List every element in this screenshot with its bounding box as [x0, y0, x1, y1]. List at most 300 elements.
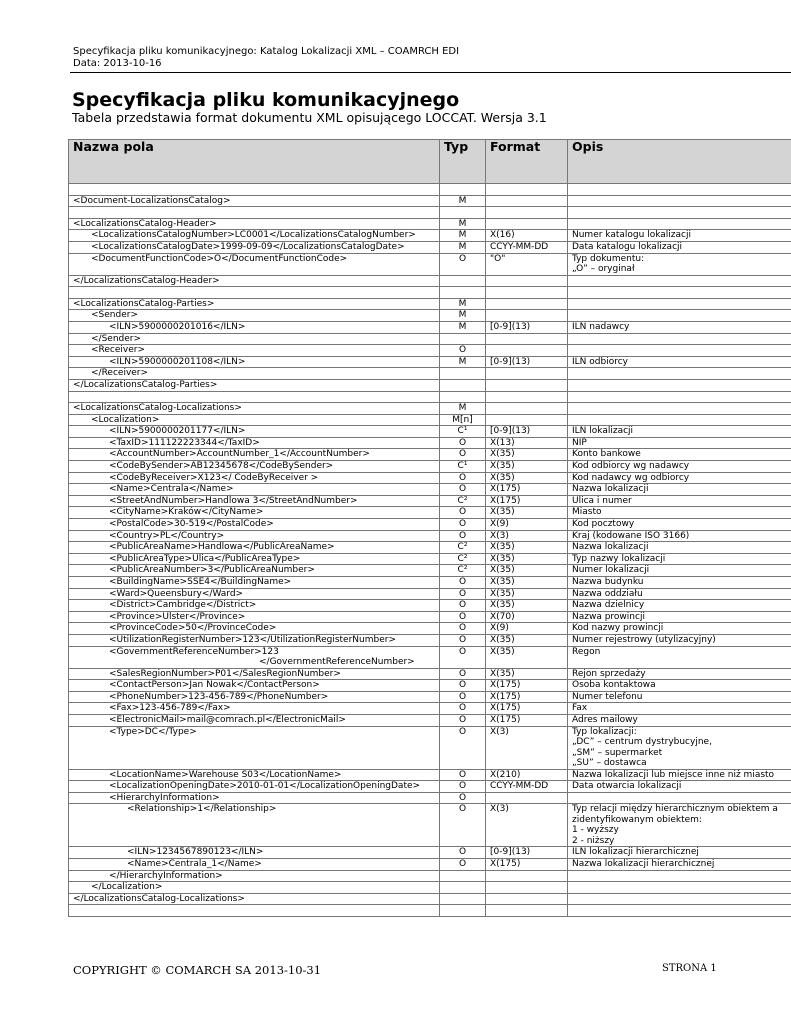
format-cell: X(175)	[486, 691, 568, 703]
type-cell: M	[440, 218, 486, 230]
field-name-cell	[69, 611, 440, 623]
table-row	[69, 646, 791, 668]
description-cell	[568, 368, 791, 380]
field-name-text: <LocalizationsCatalogDate>1999-09-09</LocalizationsCatalogDate>	[91, 241, 405, 252]
format-cell: [0-9](13)	[486, 847, 568, 859]
footer-page-number: STRONA 1	[662, 963, 717, 974]
field-name-cell	[69, 403, 440, 415]
description-line: Kod nazwy prowincji	[572, 623, 664, 634]
field-name-cell	[69, 345, 440, 357]
format-cell: X(175)	[486, 484, 568, 496]
field-name-cell	[69, 542, 440, 554]
field-name-text: <TaxID>111122223344</TaxID>	[109, 437, 260, 448]
field-name-text: <ILN>5900000201016</ILN>	[109, 321, 246, 332]
header-line-2: Data: 2013-10-16	[73, 58, 162, 69]
format-cell: X(3)	[486, 530, 568, 542]
type-cell: O	[440, 519, 486, 531]
table-row	[69, 241, 791, 253]
table-row	[69, 356, 791, 368]
format-cell	[486, 379, 568, 391]
format-cell	[486, 391, 568, 403]
field-name-cell	[69, 703, 440, 715]
format-cell: X(9)	[486, 623, 568, 635]
table-row	[69, 588, 791, 600]
format-cell: X(70)	[486, 611, 568, 623]
type-cell: M	[440, 195, 486, 207]
field-name-text: <Name>Centrala</Name>	[109, 484, 234, 495]
format-cell: X(35)	[486, 507, 568, 519]
field-name-cell	[69, 714, 440, 726]
type-cell: C²	[440, 565, 486, 577]
description-cell	[568, 553, 791, 565]
field-name-text: <Document-LocalizationsCatalog>	[73, 195, 231, 206]
field-name-cell	[69, 530, 440, 542]
format-cell	[486, 207, 568, 219]
description-cell	[568, 321, 791, 333]
table-row	[69, 379, 791, 391]
description-line: Regon	[572, 646, 601, 657]
field-name-cell	[69, 691, 440, 703]
type-cell: M	[440, 298, 486, 310]
type-cell: O	[440, 577, 486, 589]
description-line: Data katalogu lokalizacji	[572, 241, 683, 252]
field-name-text: <Province>Ulster</Province>	[109, 611, 246, 622]
field-name-cell	[69, 298, 440, 310]
description-line: Typ nazwy lokalizacji	[572, 553, 666, 564]
type-cell	[440, 207, 486, 219]
table-header-row	[69, 140, 791, 184]
table-row	[69, 542, 791, 554]
type-cell: M[n]	[440, 414, 486, 426]
description-line: ILN lokalizacji hierarchicznej	[572, 847, 699, 858]
type-cell: C²	[440, 542, 486, 554]
table-row	[69, 870, 791, 882]
document-title: Specyfikacja pliku komunikacyjnego	[72, 89, 460, 111]
table-row	[69, 703, 791, 715]
description-cell	[568, 391, 791, 403]
field-name-cell	[69, 565, 440, 577]
type-cell: C¹	[440, 426, 486, 438]
field-name-text: <Type>DC</Type>	[109, 726, 197, 737]
description-line: Typ dokumentu:	[572, 253, 645, 264]
description-line: ILN nadawcy	[572, 321, 630, 332]
type-cell: O	[440, 714, 486, 726]
description-line: 1 - wyższy	[572, 825, 619, 836]
format-cell: X(35)	[486, 553, 568, 565]
table-row	[69, 495, 791, 507]
field-name-text: <LocalizationsCatalog-Localizations>	[73, 403, 242, 414]
description-cell	[568, 600, 791, 612]
field-name-text: <CityName>Kraków</CityName>	[109, 507, 264, 518]
field-name-cell	[69, 623, 440, 635]
field-name-text: <AccountNumber>AccountNumber_1</AccountNumber>	[109, 449, 370, 460]
type-cell: O	[440, 437, 486, 449]
field-name-cell	[69, 600, 440, 612]
type-cell	[440, 333, 486, 345]
format-cell	[486, 310, 568, 322]
format-cell: X(16)	[486, 230, 568, 242]
type-cell: O	[440, 792, 486, 804]
description-line: Kod nadawcy wg odbiorcy	[572, 472, 690, 483]
field-name-text: </Receiver>	[91, 368, 149, 379]
field-name-cell	[69, 230, 440, 242]
description-line: Kraj (kodowane ISO 3166)	[572, 530, 690, 541]
table-row	[69, 461, 791, 473]
field-name-text-continued: </GovernmentReferenceNumber>	[259, 657, 415, 668]
format-cell	[486, 905, 568, 917]
type-cell: O	[440, 588, 486, 600]
description-line: Typ lokalizacji:	[572, 726, 637, 737]
field-name-cell	[69, 414, 440, 426]
type-cell: O	[440, 691, 486, 703]
field-name-text: <StreetAndNumber>Handlowa 3</StreetAndNumber>	[109, 495, 358, 506]
table-row	[69, 634, 791, 646]
format-cell: [0-9](13)	[486, 426, 568, 438]
field-name-cell	[69, 241, 440, 253]
type-cell	[440, 184, 486, 196]
format-cell: X(35)	[486, 634, 568, 646]
type-cell: M	[440, 310, 486, 322]
format-cell: [0-9](13)	[486, 356, 568, 368]
field-name-cell	[69, 577, 440, 589]
field-name-text: <ElectronicMail>mail@comrach.pl</ElectronicMail>	[109, 714, 346, 725]
field-name-cell	[69, 905, 440, 917]
table-row	[69, 577, 791, 589]
type-cell: O	[440, 623, 486, 635]
field-name-cell	[69, 870, 440, 882]
field-name-cell	[69, 634, 440, 646]
field-name-text: </LocalizationsCatalog-Localizations>	[73, 893, 245, 904]
description-cell	[568, 218, 791, 230]
field-name-cell	[69, 588, 440, 600]
table-row	[69, 905, 791, 917]
field-name-cell	[69, 847, 440, 859]
type-cell: O	[440, 769, 486, 781]
field-name-text: <Localization>	[91, 414, 160, 425]
type-cell: O	[440, 847, 486, 859]
table-row	[69, 882, 791, 894]
type-cell: M	[440, 230, 486, 242]
field-name-cell	[69, 449, 440, 461]
format-cell: X(35)	[486, 646, 568, 668]
table-body	[69, 184, 791, 917]
type-cell: O	[440, 668, 486, 680]
footer-copyright: COPYRIGHT © COMARCH SA 2013-10-31	[73, 963, 322, 977]
description-cell	[568, 472, 791, 484]
format-cell	[486, 792, 568, 804]
description-cell	[568, 345, 791, 357]
format-cell: X(210)	[486, 769, 568, 781]
description-cell	[568, 519, 791, 531]
type-cell	[440, 870, 486, 882]
table-row	[69, 472, 791, 484]
description-line: „O” – oryginał	[572, 264, 635, 275]
format-cell	[486, 333, 568, 345]
description-line: Kod odbiorcy wg nadawcy	[572, 461, 690, 472]
type-cell: C²	[440, 495, 486, 507]
field-name-text: <HierarchyInformation>	[109, 792, 220, 803]
field-name-text: <ILN>5900000201108</ILN>	[109, 356, 246, 367]
description-cell	[568, 781, 791, 793]
type-cell: O	[440, 484, 486, 496]
description-cell	[568, 680, 791, 692]
table-row	[69, 484, 791, 496]
table-row	[69, 275, 791, 287]
format-cell	[486, 893, 568, 905]
field-name-cell	[69, 310, 440, 322]
format-cell	[486, 184, 568, 196]
description-cell	[568, 484, 791, 496]
type-cell: O	[440, 345, 486, 357]
table-row	[69, 530, 791, 542]
field-name-cell	[69, 333, 440, 345]
format-cell	[486, 414, 568, 426]
description-cell	[568, 588, 791, 600]
description-cell	[568, 542, 791, 554]
column-header-field: Nazwa pola	[69, 140, 440, 184]
table-row	[69, 437, 791, 449]
type-cell: O	[440, 472, 486, 484]
field-name-text: <PhoneNumber>123-456-789</PhoneNumber>	[109, 691, 329, 702]
table-row	[69, 298, 791, 310]
field-name-text: <ContactPerson>Jan Nowak</ContactPerson>	[109, 680, 320, 691]
table-row	[69, 781, 791, 793]
field-name-text: </Sender>	[91, 333, 142, 344]
format-cell: X(35)	[486, 449, 568, 461]
field-name-text: </Localization>	[91, 882, 163, 893]
description-cell	[568, 298, 791, 310]
description-cell	[568, 241, 791, 253]
field-name-cell	[69, 218, 440, 230]
type-cell	[440, 379, 486, 391]
format-cell	[486, 287, 568, 299]
field-name-text: <District>Cambridge</District>	[109, 600, 257, 611]
field-name-text: </LocalizationsCatalog-Parties>	[73, 379, 218, 390]
format-cell	[486, 882, 568, 894]
description-line: Adres mailowy	[572, 714, 638, 725]
description-cell	[568, 577, 791, 589]
description-cell	[568, 184, 791, 196]
table-row	[69, 691, 791, 703]
description-cell	[568, 858, 791, 870]
field-name-text: </HierarchyInformation>	[109, 870, 223, 881]
description-line: Fax	[572, 703, 588, 714]
table-row	[69, 565, 791, 577]
description-cell	[568, 403, 791, 415]
field-name-cell	[69, 781, 440, 793]
type-cell	[440, 287, 486, 299]
description-line: „SM” – supermarket	[572, 747, 663, 758]
table-row	[69, 769, 791, 781]
description-cell	[568, 691, 791, 703]
description-cell	[568, 379, 791, 391]
field-name-text: <BuildingName>SSE4</BuildingName>	[109, 577, 292, 587]
description-line: Numer rejestrowy (utylizacyjny)	[572, 634, 716, 645]
type-cell: M	[440, 321, 486, 333]
type-cell: O	[440, 804, 486, 847]
description-line: „SU” – dostawca	[572, 758, 647, 769]
description-cell	[568, 356, 791, 368]
field-name-cell	[69, 379, 440, 391]
description-cell	[568, 275, 791, 287]
field-name-cell	[69, 893, 440, 905]
table-row	[69, 426, 791, 438]
description-cell	[568, 611, 791, 623]
description-line: Nazwa lokalizacji lub miejsce inne niż miasto	[572, 769, 775, 780]
type-cell: O	[440, 646, 486, 668]
type-cell: O	[440, 530, 486, 542]
format-cell: X(35)	[486, 472, 568, 484]
description-cell	[568, 804, 791, 847]
type-cell: O	[440, 449, 486, 461]
field-name-text: <GovernmentReferenceNumber>123	[109, 646, 279, 657]
type-cell: C²	[440, 553, 486, 565]
table-row	[69, 207, 791, 219]
table-row	[69, 230, 791, 242]
field-name-cell	[69, 519, 440, 531]
field-name-cell	[69, 882, 440, 894]
description-line: ILN lokalizacji	[572, 426, 634, 437]
format-cell: X(35)	[486, 588, 568, 600]
table-row	[69, 726, 791, 769]
description-line: „DC” – centrum dystrybucyjne,	[572, 737, 712, 748]
type-cell: M	[440, 241, 486, 253]
table-row	[69, 253, 791, 275]
table-row	[69, 403, 791, 415]
type-cell: O	[440, 253, 486, 275]
format-cell: X(13)	[486, 437, 568, 449]
field-name-cell	[69, 507, 440, 519]
description-line: Nazwa lokalizacji	[572, 484, 649, 495]
type-cell	[440, 893, 486, 905]
field-name-cell	[69, 461, 440, 473]
type-cell: O	[440, 611, 486, 623]
description-cell	[568, 882, 791, 894]
type-cell: O	[440, 726, 486, 769]
type-cell: O	[440, 680, 486, 692]
table-row	[69, 847, 791, 859]
field-name-text: <PublicAreaType>Ulica</PublicAreaType>	[109, 553, 301, 564]
description-cell	[568, 207, 791, 219]
column-header-format: Format	[486, 140, 568, 184]
description-line: Numer telefonu	[572, 691, 643, 702]
type-cell: O	[440, 703, 486, 715]
description-cell	[568, 905, 791, 917]
format-cell: "O"	[486, 253, 568, 275]
field-name-text: <Name>Centrala_1</Name>	[127, 858, 262, 869]
table-row	[69, 623, 791, 635]
table-row	[69, 858, 791, 870]
type-cell: O	[440, 634, 486, 646]
description-cell	[568, 414, 791, 426]
description-cell	[568, 195, 791, 207]
description-cell	[568, 668, 791, 680]
description-line: Rejon sprzedaży	[572, 668, 646, 679]
table-row	[69, 391, 791, 403]
description-line: Nazwa prowincji	[572, 611, 645, 622]
description-cell	[568, 437, 791, 449]
description-cell	[568, 646, 791, 668]
field-name-text: <SalesRegionNumber>P01</SalesRegionNumber>	[109, 668, 341, 679]
format-cell	[486, 345, 568, 357]
field-name-text: <PublicAreaName>Handlowa</PublicAreaName>	[109, 542, 335, 553]
format-cell: X(35)	[486, 542, 568, 554]
column-header-type: Typ	[440, 140, 486, 184]
field-name-text: <PublicAreaNumber>3</PublicAreaNumber>	[109, 565, 315, 576]
type-cell	[440, 882, 486, 894]
description-cell	[568, 287, 791, 299]
format-cell	[486, 195, 568, 207]
format-cell: X(35)	[486, 600, 568, 612]
description-cell	[568, 792, 791, 804]
description-cell	[568, 870, 791, 882]
field-name-cell	[69, 253, 440, 275]
field-name-cell	[69, 726, 440, 769]
field-name-text: <Receiver>	[91, 345, 146, 356]
description-cell	[568, 847, 791, 859]
description-cell	[568, 230, 791, 242]
field-name-cell	[69, 368, 440, 380]
type-cell: O	[440, 781, 486, 793]
format-cell: X(35)	[486, 668, 568, 680]
description-line: Numer lokalizacji	[572, 565, 650, 576]
description-line: Nazwa oddziału	[572, 588, 643, 599]
description-cell	[568, 426, 791, 438]
table-row	[69, 600, 791, 612]
table-row	[69, 414, 791, 426]
description-cell	[568, 310, 791, 322]
field-name-text: </LocalizationsCatalog-Header>	[73, 275, 220, 286]
field-name-text: <LocalizationsCatalog-Parties>	[73, 298, 215, 309]
document-subtitle: Tabela przedstawia format dokumentu XML opisującego LOCCAT. Wersja 3.1	[72, 110, 547, 125]
field-name-text: <Sender>	[91, 310, 138, 321]
field-name-cell	[69, 391, 440, 403]
table-row	[69, 449, 791, 461]
field-name-text: <DocumentFunctionCode>O</DocumentFunctionCode>	[91, 253, 348, 264]
description-cell	[568, 703, 791, 715]
format-cell: X(9)	[486, 519, 568, 531]
description-line: Osoba kontaktowa	[572, 680, 656, 691]
table-row	[69, 310, 791, 322]
description-cell	[568, 333, 791, 345]
description-line: 2 - niższy	[572, 835, 615, 846]
type-cell: C¹	[440, 461, 486, 473]
table-row	[69, 680, 791, 692]
field-name-cell	[69, 858, 440, 870]
field-name-text: <ILN>5900000201177</ILN>	[109, 426, 246, 437]
field-name-cell	[69, 668, 440, 680]
field-name-text: <Relationship>1</Relationship>	[127, 804, 277, 815]
field-name-cell	[69, 484, 440, 496]
table-row	[69, 714, 791, 726]
field-name-cell	[69, 495, 440, 507]
field-name-text: <LocationName>Warehouse S03</LocationName>	[109, 769, 342, 780]
description-line: ILN odbiorcy	[572, 356, 628, 367]
field-name-cell	[69, 792, 440, 804]
type-cell: O	[440, 507, 486, 519]
table-row	[69, 893, 791, 905]
type-cell: M	[440, 356, 486, 368]
description-line: Konto bankowe	[572, 449, 641, 460]
type-cell	[440, 905, 486, 917]
format-cell: X(3)	[486, 726, 568, 769]
description-cell	[568, 449, 791, 461]
field-name-text: <PostalCode>30-519</PostalCode>	[109, 519, 274, 530]
field-name-cell	[69, 437, 440, 449]
running-header	[73, 46, 459, 70]
description-cell	[568, 253, 791, 275]
description-cell	[568, 461, 791, 473]
